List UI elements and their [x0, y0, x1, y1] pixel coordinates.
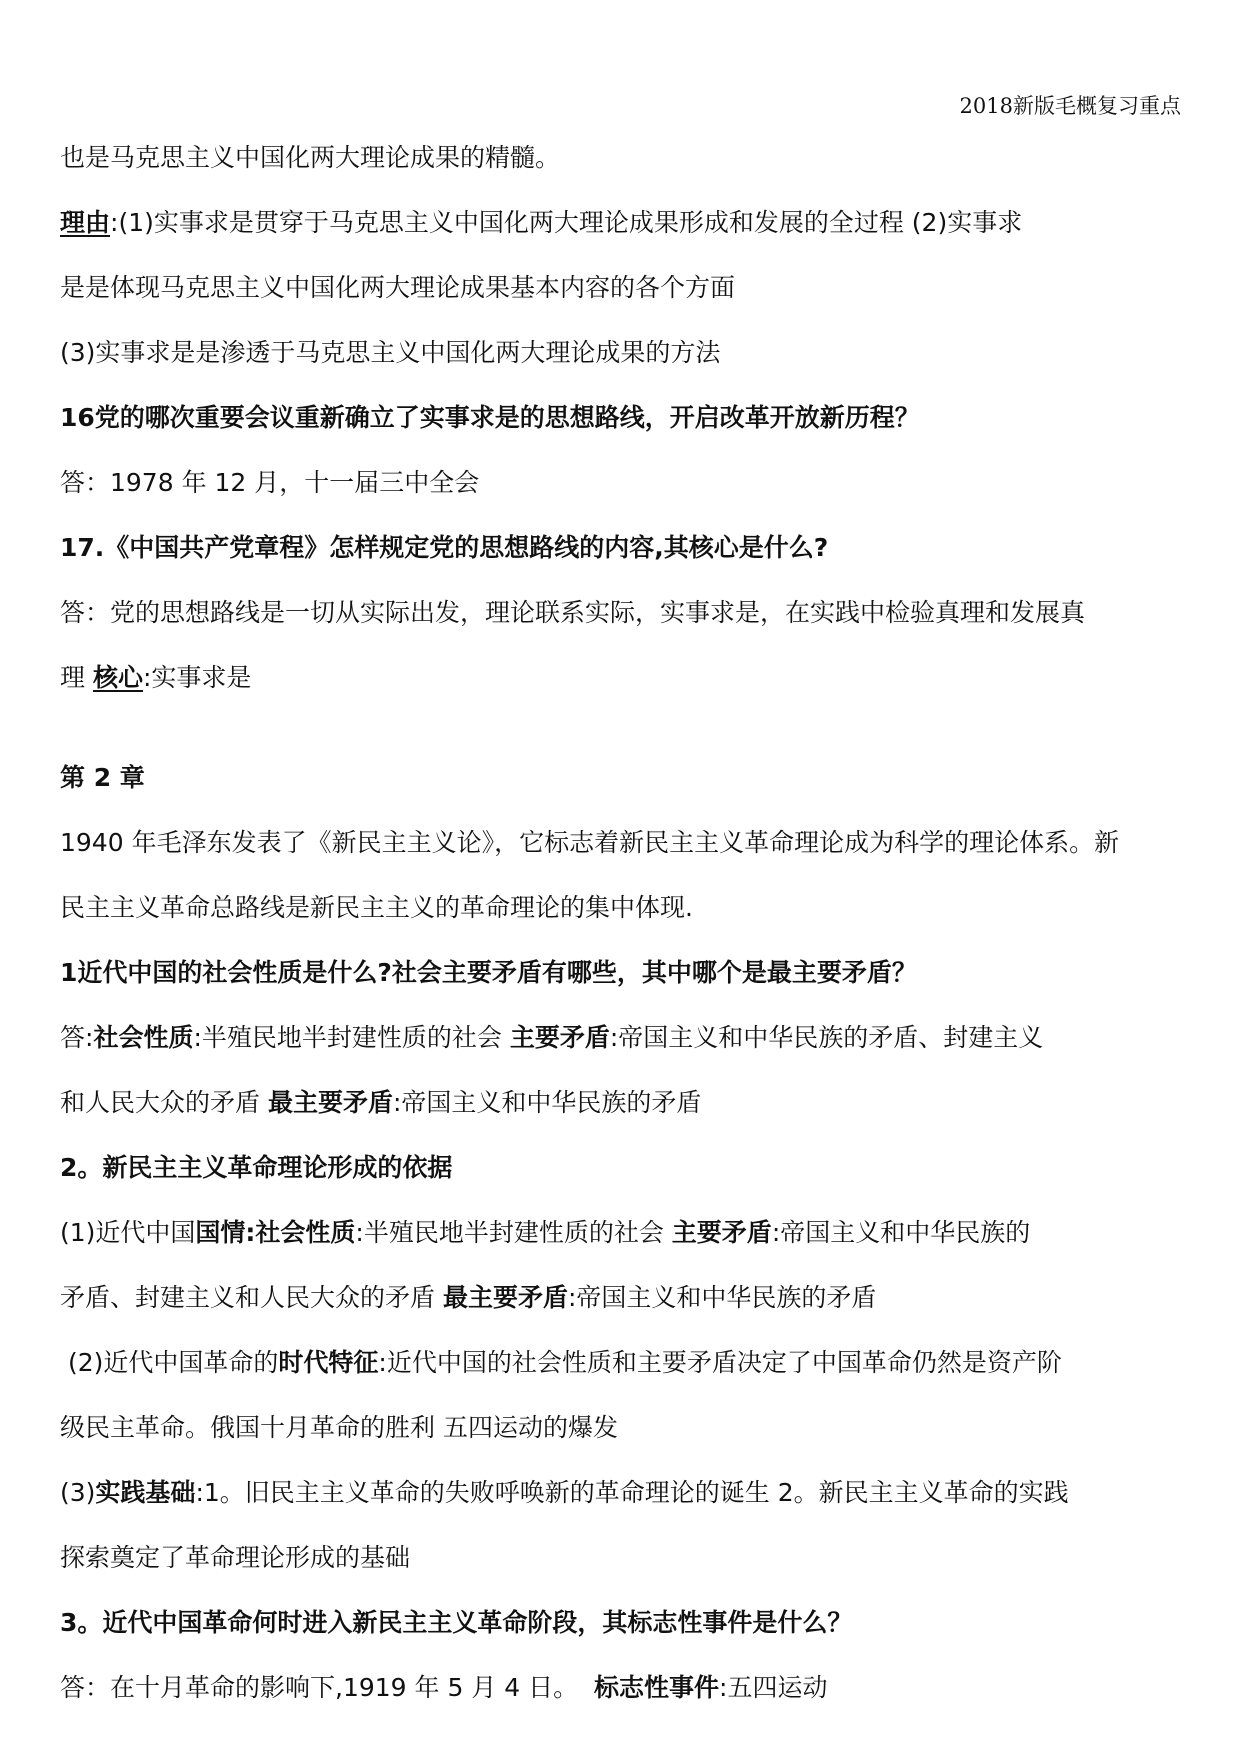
text-line: 民主主义革命总路线是新民主主义的革命理论的集中体现.	[60, 893, 693, 922]
text-span: 理	[60, 663, 93, 692]
bold-term: 主要矛盾	[671, 1218, 772, 1247]
answer-17: 答：党的思想路线是一切从实际出发，理论联系实际，实事求是，在实践中检验真理和发展真	[60, 598, 1086, 627]
bold-term: 国情:社会性质	[195, 1218, 356, 1247]
bold-term: 社会性质	[93, 1023, 194, 1052]
text-span: (2)近代中国革命的	[60, 1348, 279, 1377]
text-line	[60, 190, 1185, 255]
bold-term: 时代特征	[278, 1348, 379, 1377]
text-span: 答：在十月革命的影响下,1919 年 5 月 4 日。	[60, 1673, 595, 1702]
text-line	[60, 1265, 1185, 1330]
document-body	[60, 125, 1185, 1720]
question-16: 16党的哪次重要会议重新确立了实事求是的思想路线，开启改革开放新历程？	[60, 403, 920, 432]
text-line: 级民主革命。俄国十月革命的胜利 五四运动的爆发	[60, 1413, 618, 1442]
text-line	[60, 1330, 1185, 1395]
text-line: (3)实事求是是渗透于马克思主义中国化两大理论成果的方法	[60, 338, 721, 367]
bold-term: 标志性事件	[594, 1673, 720, 1702]
text-span: 答:	[60, 1023, 94, 1052]
text-span: :1。旧民主主义革命的失败呼唤新的革命理论的诞生 2。新民主主义革命的实践	[195, 1478, 1069, 1507]
text-span: :实事求是	[142, 663, 252, 692]
reason-label: 理由	[60, 208, 111, 237]
page-header: 2018新版毛概复习重点	[959, 94, 1181, 118]
bold-term: 主要矛盾	[509, 1023, 610, 1052]
bold-term: 实践基础	[95, 1478, 196, 1507]
question-1: 1近代中国的社会性质是什么?社会主要矛盾有哪些，其中哪个是最主要矛盾？	[60, 958, 917, 987]
text-line	[60, 1200, 1185, 1265]
text-span: :半殖民地半封建性质的社会	[355, 1218, 672, 1247]
text-span: :半殖民地半封建性质的社会	[193, 1023, 510, 1052]
text-span: :五四运动	[719, 1673, 828, 1702]
text-line: 也是马克思主义中国化两大理论成果的精髓。	[60, 143, 561, 172]
text-line: 1940 年毛泽东发表了《新民主主义论》，它标志着新民主主义革命理论成为科学的理论体系。新	[60, 828, 1120, 857]
text-span: :帝国主义和中华民族的矛盾	[392, 1088, 702, 1117]
spacer	[60, 710, 1185, 745]
text-span: (1)近代中国	[60, 1218, 196, 1247]
reason-text: :(1)实事求是贯穿于马克思主义中国化两大理论成果形成和发展的全过程 (2)实事求	[110, 208, 1023, 237]
text-line	[60, 1070, 1185, 1135]
text-span: :近代中国的社会性质和主要矛盾决定了中国革命仍然是资产阶	[378, 1348, 1062, 1377]
bold-term: 最主要矛盾	[442, 1283, 568, 1312]
text-line: 是是体现马克思主义中国化两大理论成果基本内容的各个方面	[60, 273, 736, 302]
answer-16: 答：1978 年 12 月，十一届三中全会	[60, 468, 480, 497]
text-span: :帝国主义和中华民族的矛盾、封建主义	[609, 1023, 1044, 1052]
question-2: 2。新民主主义革命理论形成的依据	[60, 1153, 453, 1182]
bold-term: 最主要矛盾	[267, 1088, 393, 1117]
core-label: 核心	[92, 663, 143, 692]
text-line: 探索奠定了革命理论形成的基础	[60, 1543, 411, 1572]
answer-3	[60, 1655, 1185, 1720]
chapter-title: 第 2 章	[60, 763, 145, 792]
text-span: 矛盾、封建主义和人民大众的矛盾	[60, 1283, 443, 1312]
text-span: 和人民大众的矛盾	[60, 1088, 268, 1117]
question-3: 3。近代中国革命何时进入新民主主义革命阶段，其标志性事件是什么？	[60, 1608, 853, 1637]
question-17: 17.《中国共产党章程》怎样规定党的思想路线的内容,其核心是什么?	[60, 533, 829, 562]
text-line	[60, 645, 1185, 710]
text-span: (3)	[60, 1478, 96, 1507]
text-span: :帝国主义和中华民族的	[771, 1218, 1031, 1247]
text-span: :帝国主义和中华民族的矛盾	[567, 1283, 877, 1312]
answer-1	[60, 1005, 1185, 1070]
text-line	[60, 1460, 1185, 1525]
